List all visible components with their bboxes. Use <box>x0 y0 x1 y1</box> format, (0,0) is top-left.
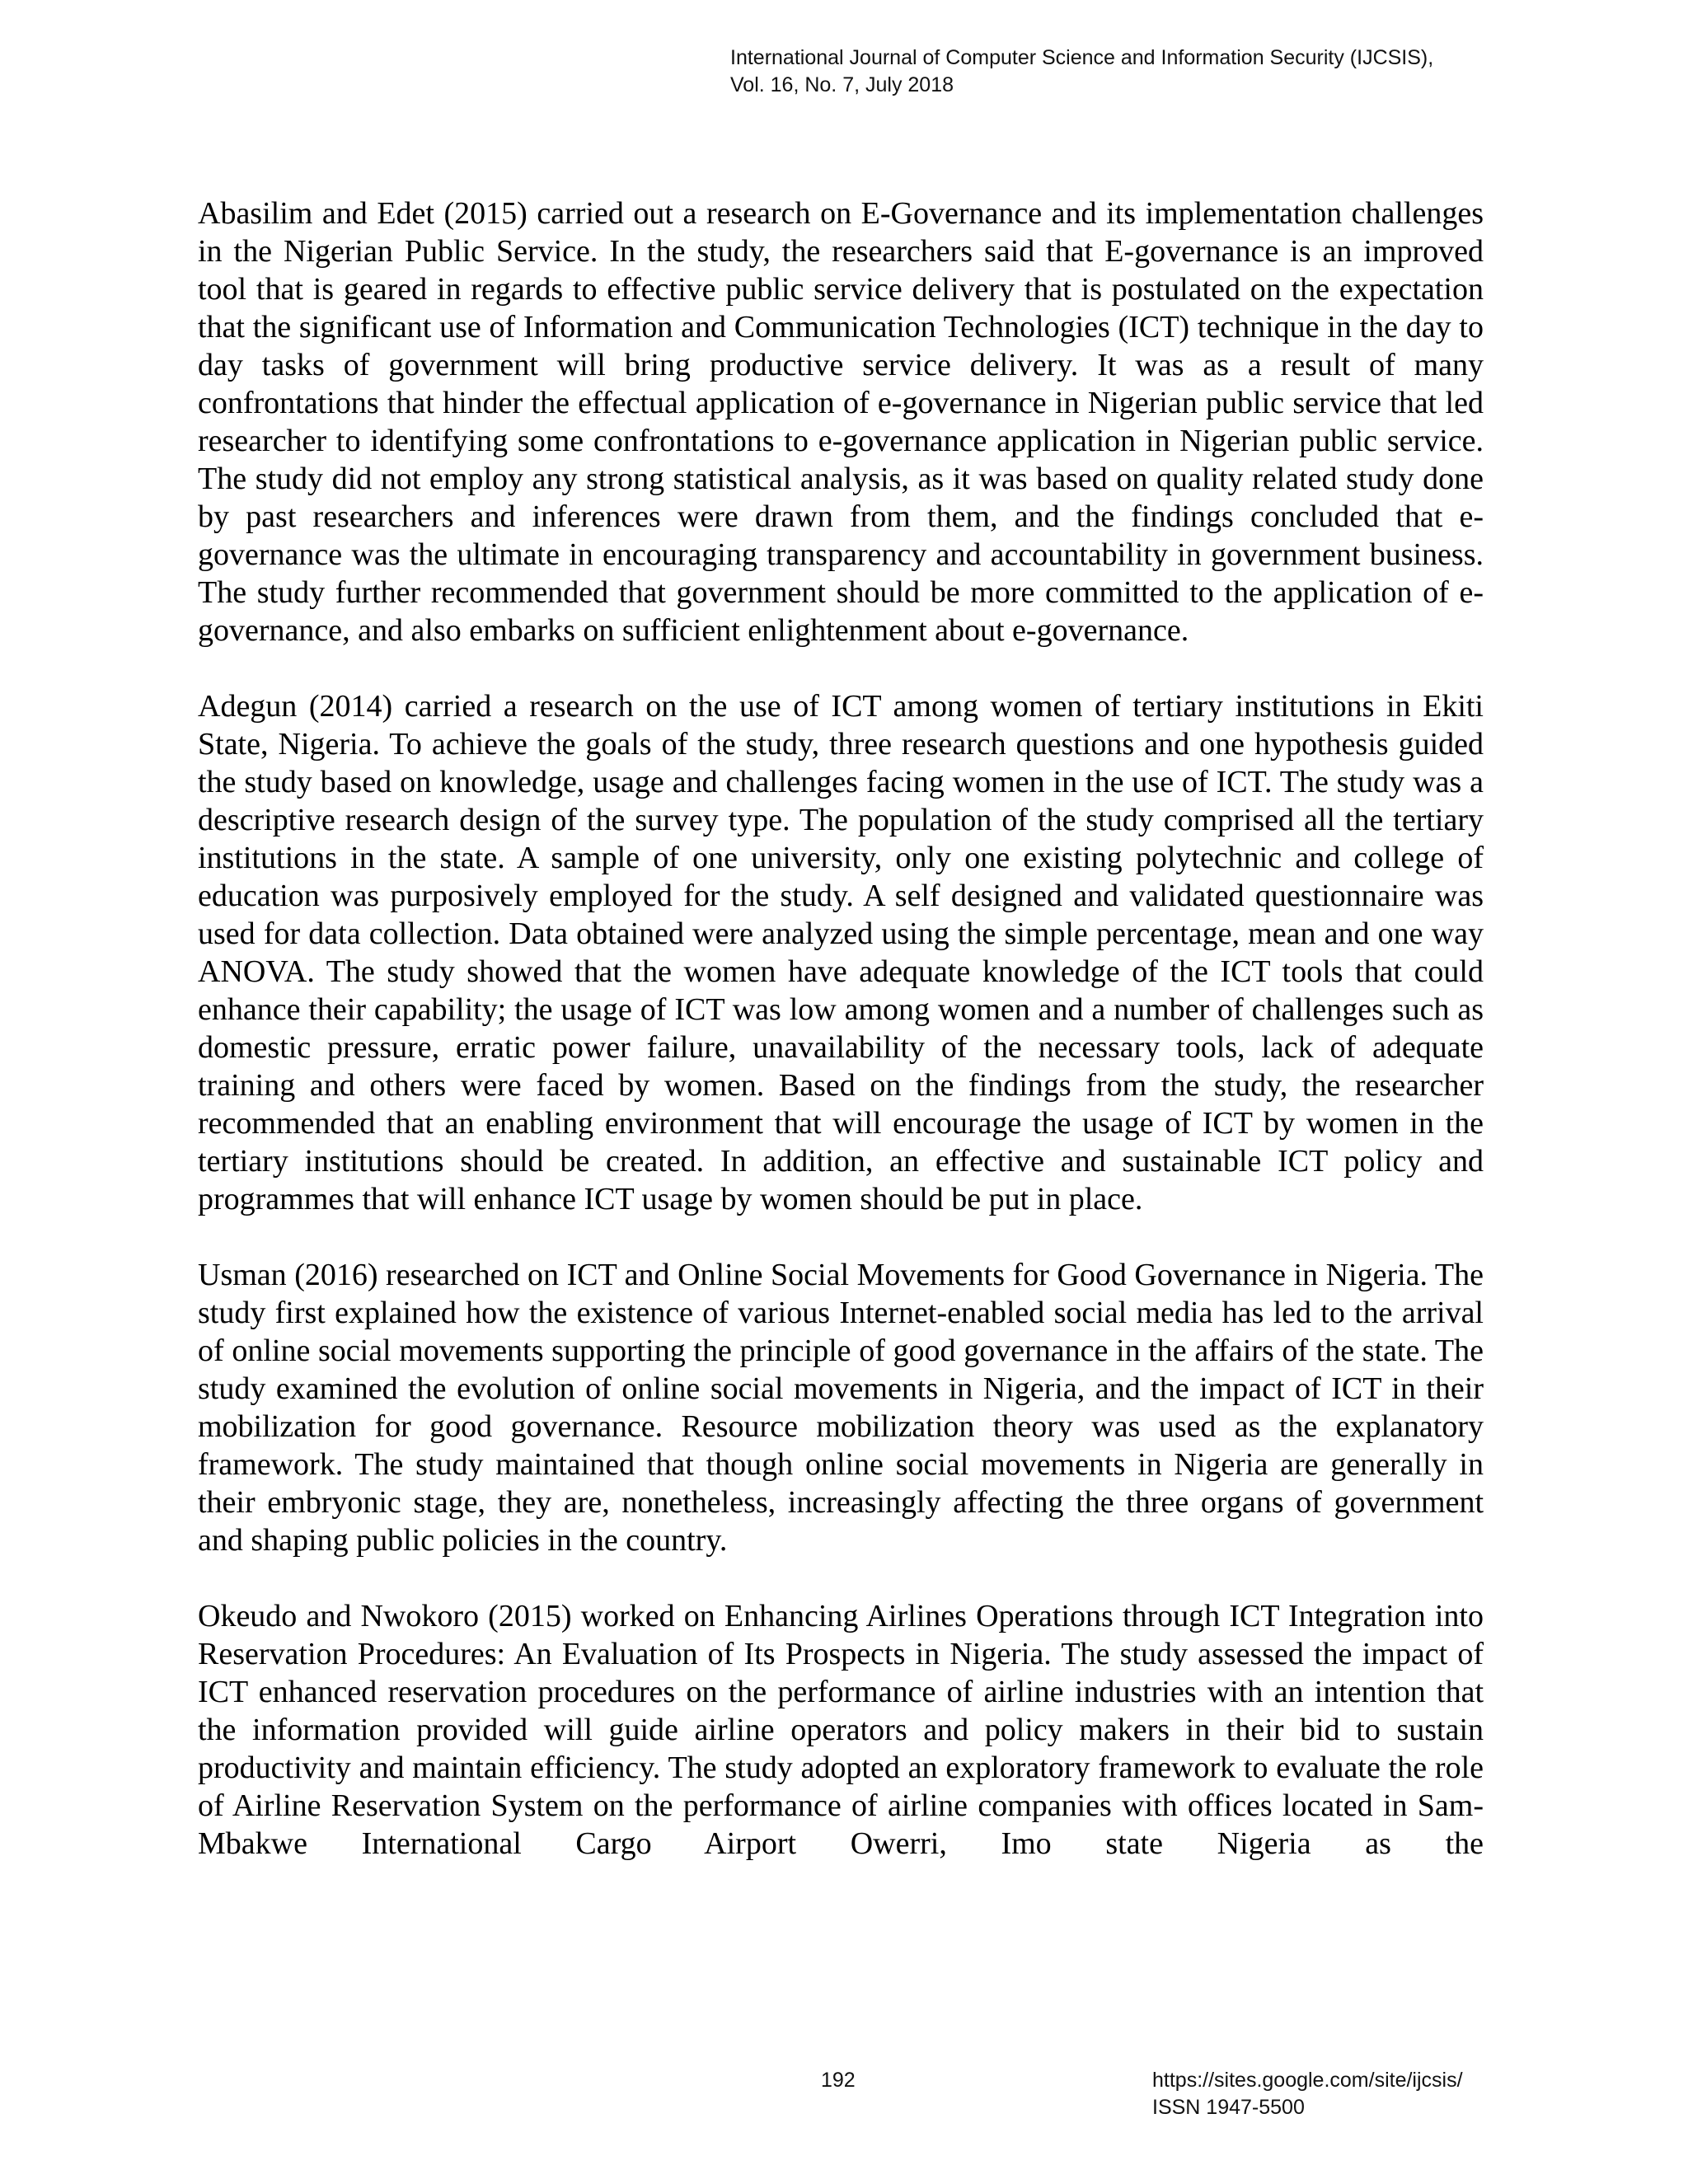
article-body <box>198 194 1484 1900</box>
footer-url[interactable]: https://sites.google.com/site/ijcsis/ <box>1152 2069 1463 2092</box>
paragraph-adegun: Adegun (2014) carried a research on the use of ICT among women of tertiary institutions in Ekiti State, Nigeria. To achieve the goals of the study, three research questions and one hypothesis guided the study based on knowledge, usage and challenges facing women in the use of ICT. The study was a descriptive research design of the survey type. The population of the study comprised all the tertiary institutions in the state. A sample of one university, only one existing polytechnic and college of education was purposively employed for the study. A self designed and validated questionnaire was used for data collection. Data obtained were analyzed using the simple percentage, mean and one way ANOVA. The study showed that the women have adequate knowledge of the ICT tools that could enhance their capability; the usage of ICT was low among women and a number of challenges such as domestic pressure, erratic power failure, unavailability of the necessary tools, lack of adequate training and others were faced by women. Based on the findings from the study, the researcher recommended that an enabling environment that will encourage the usage of ICT by women in the tertiary institutions should be created. In addition, an effective and sustainable ICT policy and programmes that will enhance ICT usage by women should be put in place. <box>198 689 1484 1216</box>
journal-volume: Vol. 16, No. 7, July 2018 <box>730 73 954 96</box>
running-header <box>730 45 1571 99</box>
footer-issn: ISSN 1947-5500 <box>1152 2096 1305 2119</box>
paragraph-okeudo-nwokoro: Okeudo and Nwokoro (2015) worked on Enhancing Airlines Operations through ICT Integration into Reservation Procedures: An Evaluation of Its Prospects in Nigeria. The study assessed the impact of ICT enhanced reservation procedures on the performance of airline industries with an intention that the information provided will guide airline operators and policy makers in their bid to sustain productivity and maintain efficiency. The study adopted an exploratory framework to evaluate the role of Airline Reservation System on the performance of airline companies with offices located in Sam-Mbakwe International Cargo Airport Owerri, Imo state Nigeria as the <box>198 1599 1484 1861</box>
footer-info <box>1152 2067 1463 2121</box>
journal-title: International Journal of Computer Science and Information Security (IJCSIS), <box>730 46 1434 69</box>
paragraph-abasilim-edet: Abasilim and Edet (2015) carried out a research on E-Governance and its implementation challenges in the Nigerian Public Service. In the study, the researchers said that E-governance is an improved tool that is geared in regards to effective public service delivery that is postulated on the expectation that the significant use of Information and Communication Technologies (ICT) technique in the day to day tasks of government will bring productive service delivery. It was as a result of many confrontations that hinder the effectual application of e-governance in Nigerian public service that led researcher to identifying some confrontations to e-governance application in Nigerian public service. The study did not employ any strong statistical analysis, as it was based on quality related study done by past researchers and inferences were drawn from them, and the findings concluded that e-governance was the ultimate in encouraging transparency and accountability in government business. The study further recommended that government should be more committed to the application of e-governance, and also embarks on sufficient enlightenment about e-governance. <box>198 196 1484 648</box>
page-number: 192 <box>821 2069 856 2092</box>
paragraph-usman: Usman (2016) researched on ICT and Online Social Movements for Good Governance in Nigeria. The study first explained how the existence of various Internet-enabled social media has led to the arrival of online social movements supporting the principle of good governance in the affairs of the state. The study examined the evolution of online social movements in Nigeria, and the impact of ICT in their mobilization for good governance. Resource mobilization theory was used as the explanatory framework. The study maintained that though online social movements in Nigeria are generally in their embryonic stage, they are, nonetheless, increasingly affecting the three organs of government and shaping public policies in the country. <box>198 1258 1484 1558</box>
